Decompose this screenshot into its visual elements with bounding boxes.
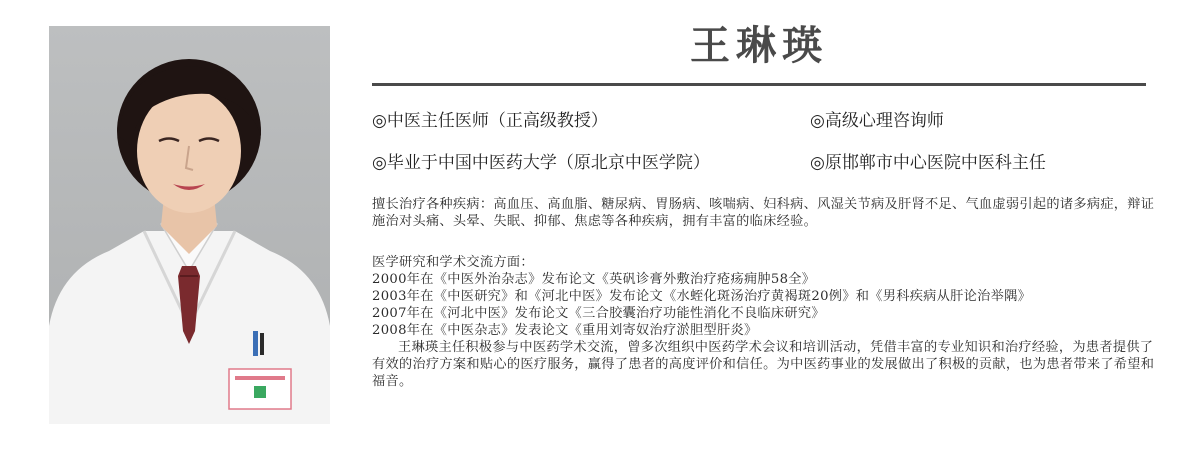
publication-item: 2008年在《中医杂志》发表论文《重用刘寄奴治疗淤胆型肝炎》 <box>372 323 758 338</box>
publication-item: 2000年在《中医外治杂志》发布论文《英矾诊膏外敷治疗疮疡痈肿58全》 <box>372 272 816 287</box>
specialty-paragraph: 擅长治疗各种疾病：高血压、高血脂、糖尿病、胃肠病、咳喘病、妇科病、风湿关节病及肝肾不足、气血虚弱引起的诸多病症，辩证施治对头痛、头晕、失眠、抑郁、焦虑等各种疾病，拥有丰富的临床经验。 <box>372 197 1155 229</box>
research-section <box>372 254 1162 390</box>
doctor-portrait-illustration <box>49 26 330 424</box>
credential-title: ◎中医主任医师（正高级教授） <box>372 111 608 131</box>
credential-counselor: ◎高级心理咨询师 <box>810 111 944 131</box>
research-heading: 医学研究和学术交流方面： <box>372 255 534 270</box>
credential-education: ◎毕业于中国中医药大学（原北京中医学院） <box>372 153 710 173</box>
doctor-photo <box>49 26 330 424</box>
summary-paragraph: 王琳瑛主任积极参与中医药学术交流，曾多次组织中医药学术会议和培训活动，凭借丰富的专业知识和治疗经验，为患者提供了有效的治疗方案和贴心的医疗服务，赢得了患者的高度评价和信任。为中医药事业的发展做出了积极的贡献，也为患者带来了希望和福音。 <box>372 340 1155 389</box>
doctor-name: 王琳瑛 <box>690 22 828 69</box>
title-divider <box>372 83 1146 86</box>
publication-item: 2003年在《中医研究》和《河北中医》发布论文《水蛭化斑汤治疗黄褐斑20例》和《男科疾病从肝论治举隅》 <box>372 289 1032 304</box>
publication-item: 2007年在《河北中医》发布论文《三合胶囊治疗功能性消化不良临床研究》 <box>372 306 825 321</box>
credential-former-position: ◎原邯郸市中心医院中医科主任 <box>810 153 1046 173</box>
